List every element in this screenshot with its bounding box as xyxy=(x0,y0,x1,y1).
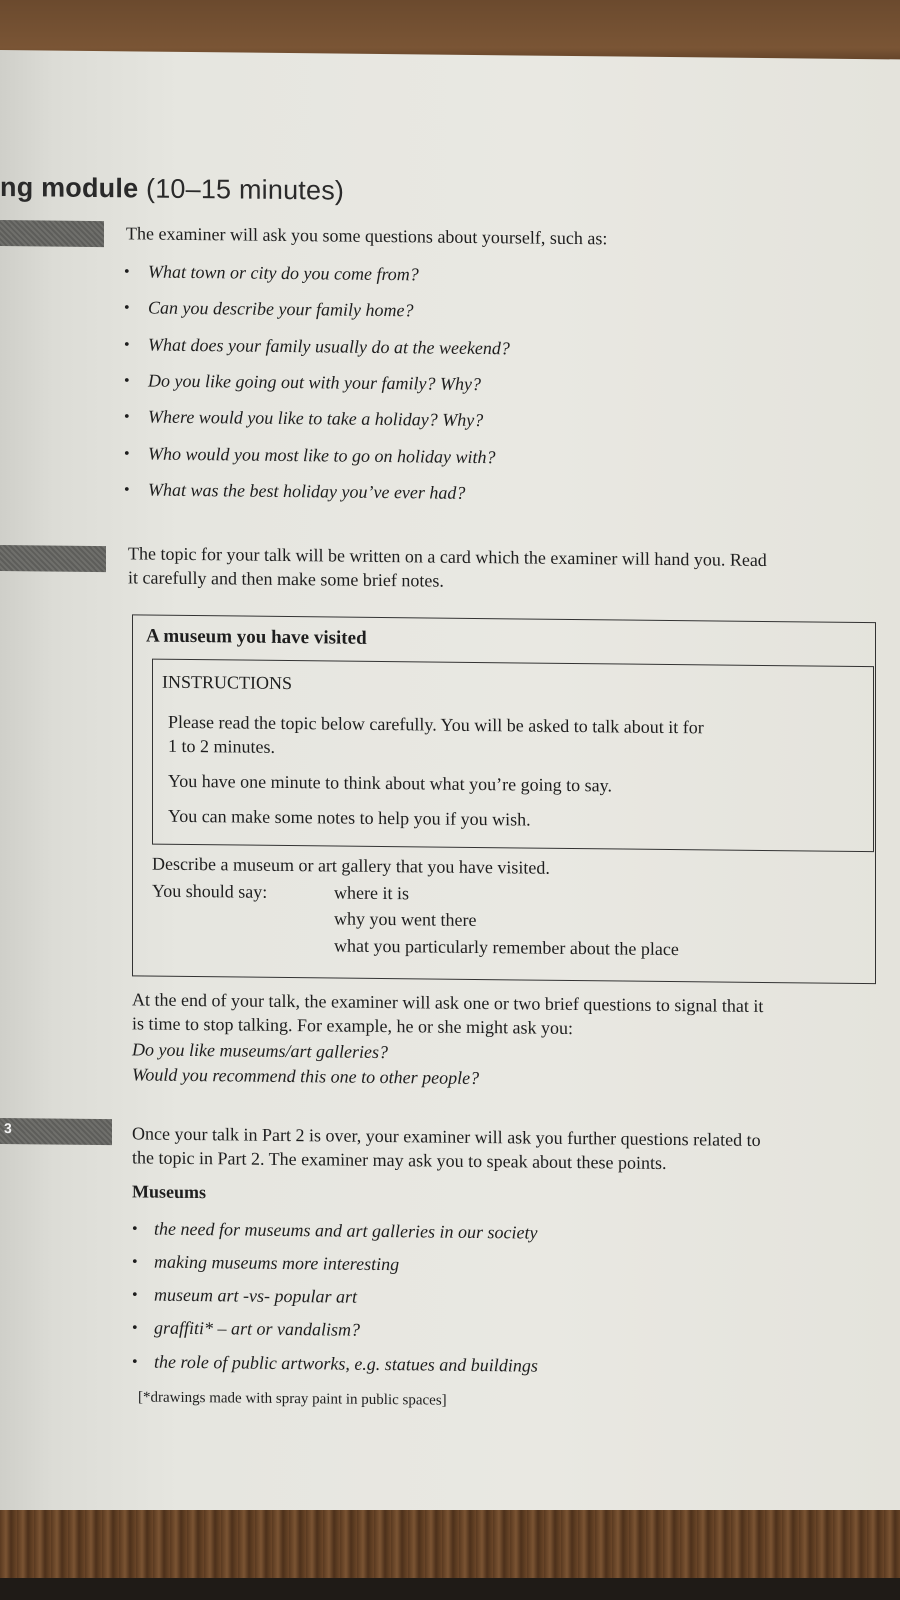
bullet-icon: • xyxy=(124,299,130,317)
museums-heading: Museums xyxy=(132,1181,207,1203)
part1-question: Can you describe your family home? xyxy=(148,297,414,321)
part3-point: making museums more interesting xyxy=(154,1251,400,1275)
instruction-text: Please read the topic below carefully. You will be asked to talk about it for xyxy=(168,711,704,738)
bullet-icon: • xyxy=(124,372,130,390)
part2-end-line2: is time to stop talking. For example, he or she might ask you: xyxy=(132,1013,573,1039)
card-point: where it is xyxy=(334,882,409,904)
wooden-table xyxy=(0,1510,900,1600)
part3-point: museum art -vs- popular art xyxy=(154,1284,357,1307)
part3-tab xyxy=(0,1118,112,1145)
instruction-text: You have one minute to think about what you’re going to say. xyxy=(168,770,612,796)
bullet-icon: • xyxy=(132,1286,138,1304)
bullet-icon: • xyxy=(132,1220,138,1238)
part3-point: the need for museums and art galleries in our society xyxy=(154,1218,538,1243)
part2-intro-line2: it carefully and then make some brief notes. xyxy=(128,567,444,591)
part1-question: Where would you like to take a holiday? Why? xyxy=(148,406,484,431)
part1-tab xyxy=(0,220,104,247)
module-title: ng module (10–15 minutes) xyxy=(0,172,345,206)
part2-tab xyxy=(0,545,106,572)
bullet-icon: • xyxy=(124,408,130,426)
card-title: A museum you have visited xyxy=(146,625,367,649)
part3-number: 3 xyxy=(4,1120,12,1137)
part1-intro: The examiner will ask you some questions about yourself, such as: xyxy=(126,223,608,249)
instructions-heading: INSTRUCTIONS xyxy=(162,671,293,694)
part1-question: Who would you most like to go on holiday with? xyxy=(148,443,496,468)
book-page xyxy=(0,50,900,1559)
part3-point: the role of public artworks, e.g. statues and buildings xyxy=(154,1351,538,1376)
bullet-icon: • xyxy=(124,263,130,281)
bullet-icon: • xyxy=(132,1319,138,1337)
part3-intro-line1: Once your talk in Part 2 is over, your examiner will ask you further questions related to xyxy=(132,1123,761,1150)
part2-end-line1: At the end of your talk, the examiner will ask one or two brief questions to signal that it xyxy=(132,989,764,1016)
part1-question: What was the best holiday you’ve ever had? xyxy=(148,479,466,503)
describe-prompt: Describe a museum or art gallery that you have visited. xyxy=(152,853,550,878)
part1-question: Do you like going out with your family? Why? xyxy=(148,370,481,395)
part3-intro-line2: the topic in Part 2. The examiner may ask you to speak about these points. xyxy=(132,1147,667,1173)
card-point: why you went there xyxy=(334,908,477,930)
bullet-icon: • xyxy=(124,336,130,354)
bullet-icon: • xyxy=(124,445,130,463)
footnote: [*drawings made with spray paint in public spaces] xyxy=(138,1389,447,1409)
part3-point: graffiti* – art or vandalism? xyxy=(154,1317,361,1340)
followup-question: Would you recommend this one to other people? xyxy=(132,1064,480,1089)
instruction-text: 1 to 2 minutes. xyxy=(168,735,275,757)
bullet-icon: • xyxy=(124,481,130,499)
bullet-icon: • xyxy=(132,1353,138,1371)
part1-question: What town or city do you come from? xyxy=(148,261,419,285)
part1-question: What does your family usually do at the weekend? xyxy=(148,334,510,359)
followup-question: Do you like museums/art galleries? xyxy=(132,1039,388,1063)
should-say-label: You should say: xyxy=(152,880,268,902)
part2-intro-line1: The topic for your talk will be written on a card which the examiner will hand you. Read xyxy=(128,543,767,571)
bullet-icon: • xyxy=(132,1253,138,1271)
instruction-text: You can make some notes to help you if you wish. xyxy=(168,805,531,830)
card-point: what you particularly remember about the place xyxy=(334,935,679,960)
